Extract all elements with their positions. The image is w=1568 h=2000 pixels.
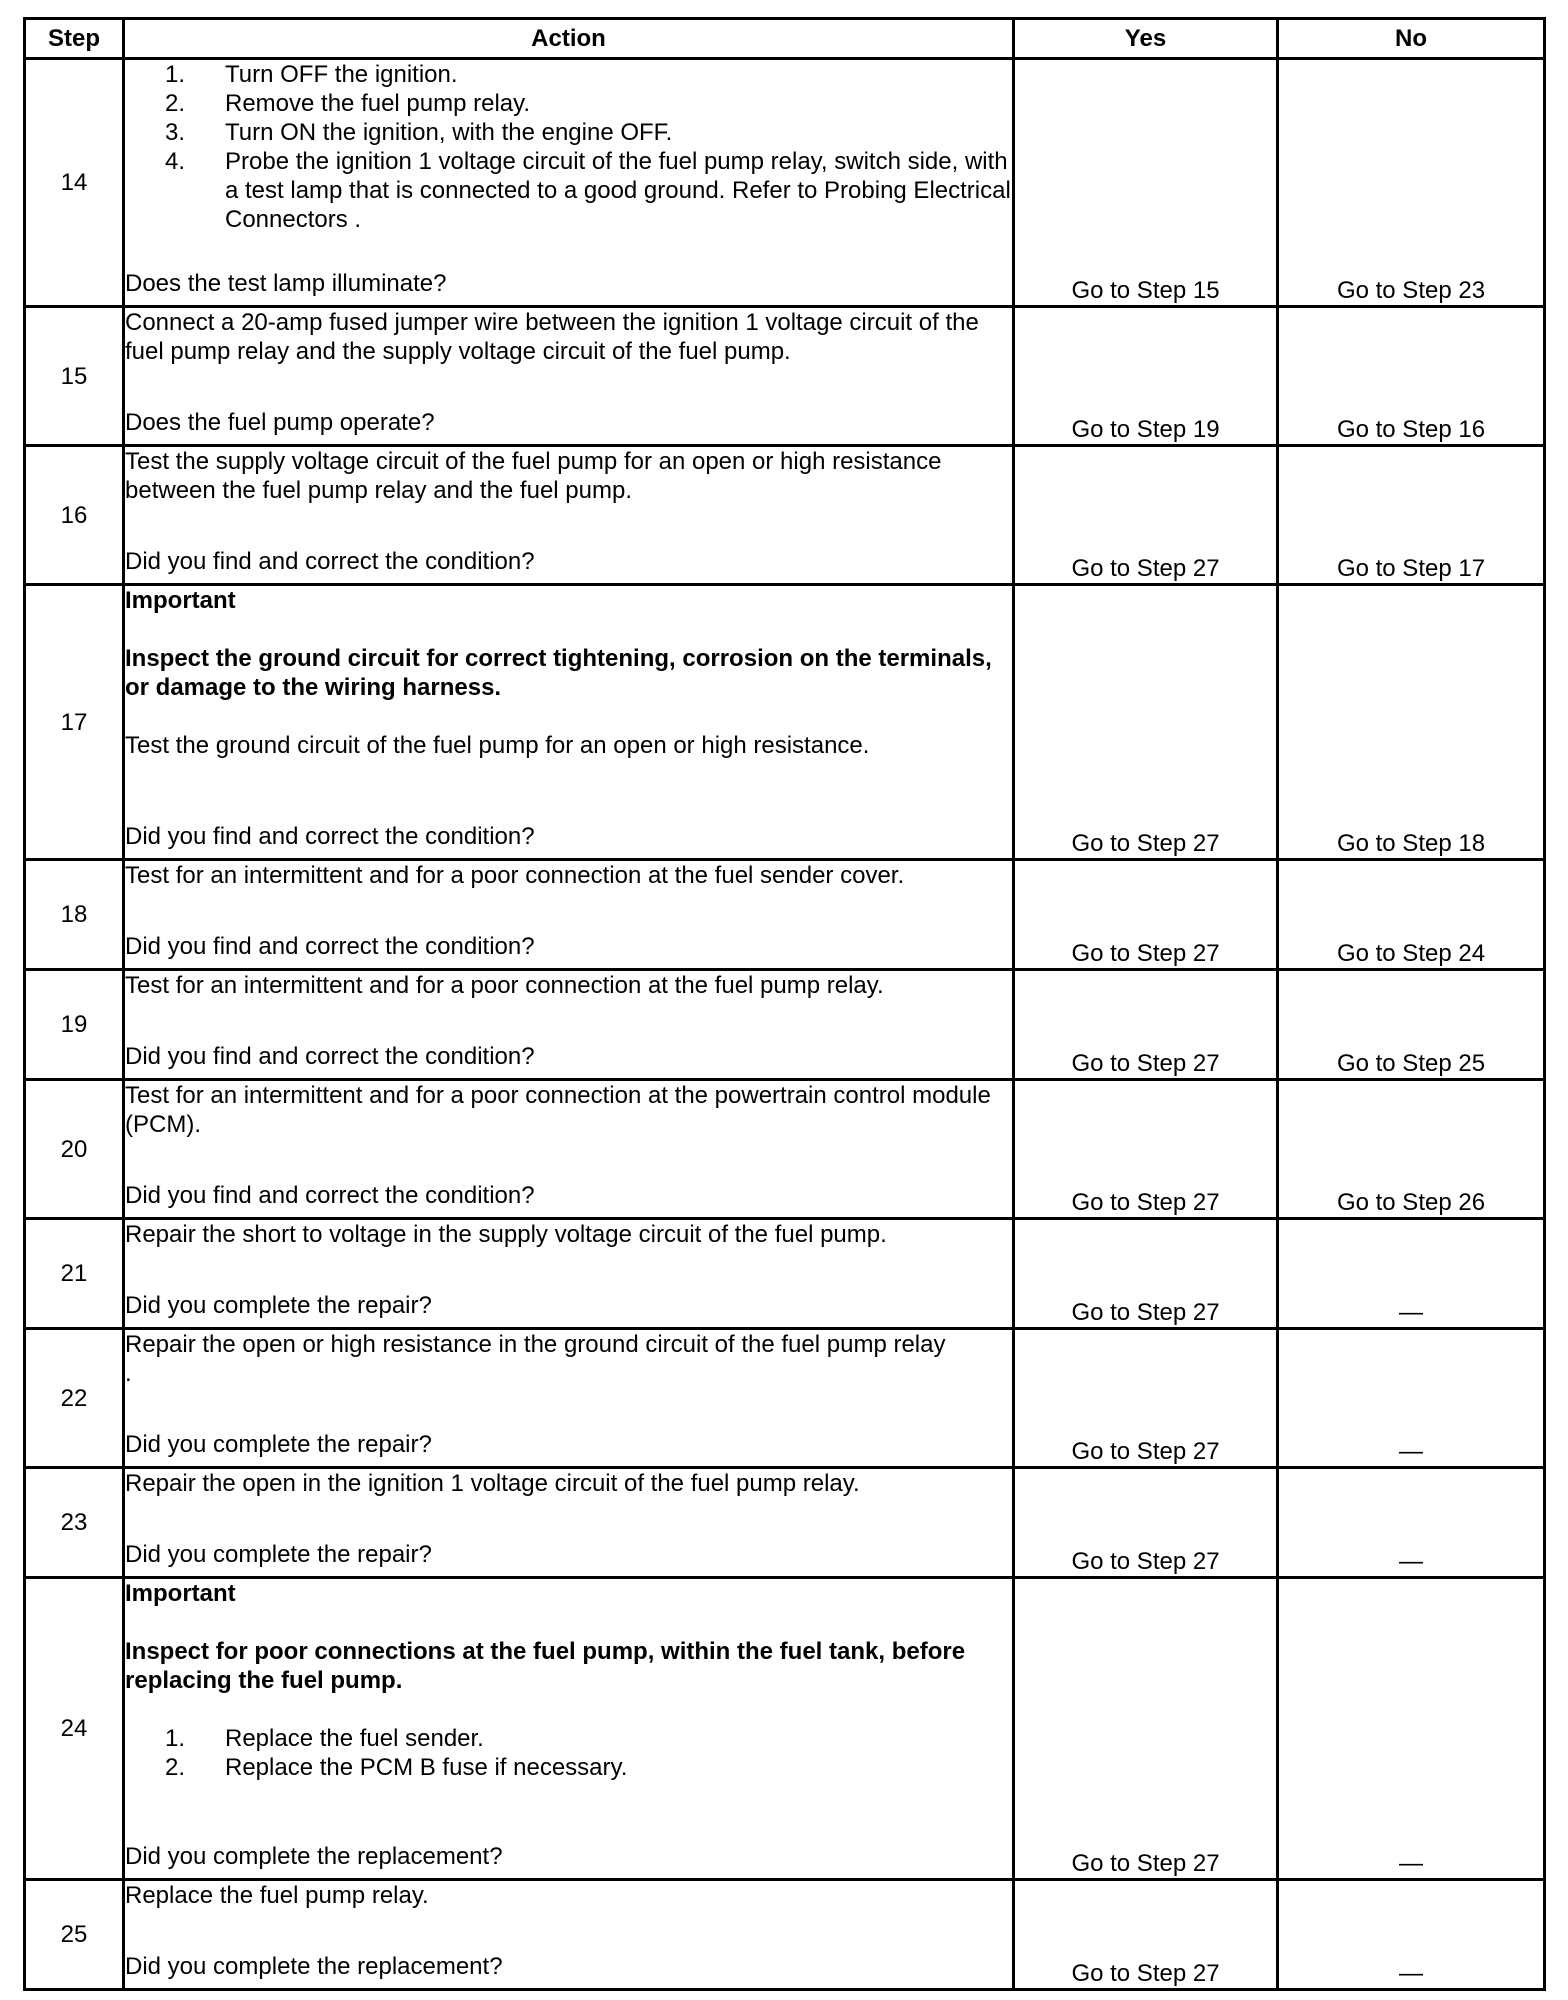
table-row xyxy=(25,307,1545,446)
no-result: Go to Step 18 xyxy=(1278,585,1545,860)
list-text: Turn ON the ignition, with the engine OFF. xyxy=(225,119,673,146)
diagnostic-steps-table xyxy=(23,17,1546,1991)
action-cell xyxy=(124,1080,1014,1219)
important-heading: Important xyxy=(125,1580,236,1607)
header-row xyxy=(25,19,1545,59)
action-question: Does the fuel pump operate? xyxy=(125,409,435,436)
no-result: — xyxy=(1278,1578,1545,1880)
yes-result: Go to Step 15 xyxy=(1014,59,1278,307)
step-number: 14 xyxy=(25,59,124,307)
step-number: 24 xyxy=(25,1578,124,1880)
action-cell xyxy=(124,860,1014,970)
list-item xyxy=(165,60,1012,89)
list-item xyxy=(165,89,1012,118)
action-list xyxy=(125,60,1012,234)
no-result: — xyxy=(1278,1880,1545,1990)
step-number: 16 xyxy=(25,446,124,585)
action-cell xyxy=(124,1329,1014,1468)
yes-result: Go to Step 19 xyxy=(1014,307,1278,446)
action-question: Did you find and correct the condition? xyxy=(125,823,535,850)
action-question: Did you find and correct the condition? xyxy=(125,1182,535,1209)
action-cell xyxy=(124,446,1014,585)
no-result: Go to Step 24 xyxy=(1278,860,1545,970)
table-row xyxy=(25,970,1545,1080)
step-number: 17 xyxy=(25,585,124,860)
list-text: Turn OFF the ignition. xyxy=(225,61,458,88)
action-question: Did you complete the repair? xyxy=(125,1541,432,1568)
action-text-period: . xyxy=(125,1360,132,1387)
list-text: Replace the fuel sender. xyxy=(225,1725,484,1752)
diagnostic-document xyxy=(23,17,1543,1991)
list-text: Replace the PCM B fuse if necessary. xyxy=(225,1754,628,1781)
step-number: 20 xyxy=(25,1080,124,1219)
yes-result: Go to Step 27 xyxy=(1014,585,1278,860)
yes-result: Go to Step 27 xyxy=(1014,1468,1278,1578)
no-result: — xyxy=(1278,1468,1545,1578)
table-row xyxy=(25,1468,1545,1578)
yes-result: Go to Step 27 xyxy=(1014,1578,1278,1880)
action-text: Repair the short to voltage in the supply voltage circuit of the fuel pump. xyxy=(125,1221,887,1248)
list-number: 4. xyxy=(165,148,186,175)
list-number: 3. xyxy=(165,119,186,146)
action-question: Did you complete the repair? xyxy=(125,1431,432,1458)
action-text: Test for an intermittent and for a poor connection at the fuel pump relay. xyxy=(125,972,884,999)
table-row xyxy=(25,1578,1545,1880)
step-number: 15 xyxy=(25,307,124,446)
action-cell xyxy=(124,1578,1014,1880)
list-number: 2. xyxy=(165,1754,186,1781)
no-result: Go to Step 25 xyxy=(1278,970,1545,1080)
action-question: Did you complete the replacement? xyxy=(125,1953,503,1980)
step-number: 21 xyxy=(25,1219,124,1329)
action-question: Does the test lamp illuminate? xyxy=(125,270,447,297)
table-row xyxy=(25,59,1545,307)
action-question: Did you complete the repair? xyxy=(125,1292,432,1319)
list-item xyxy=(165,1724,1012,1753)
action-cell xyxy=(124,59,1014,307)
action-cell xyxy=(124,585,1014,860)
yes-result: Go to Step 27 xyxy=(1014,1880,1278,1990)
yes-result: Go to Step 27 xyxy=(1014,860,1278,970)
action-cell xyxy=(124,1219,1014,1329)
action-text: Test the ground circuit of the fuel pump for an open or high resistance. xyxy=(125,732,870,759)
list-text: Remove the fuel pump relay. xyxy=(225,90,531,117)
list-number: 1. xyxy=(165,1725,186,1752)
action-cell xyxy=(124,307,1014,446)
header-action: Action xyxy=(124,19,1014,59)
action-text: Test the supply voltage circuit of the fuel pump for an open or high resistance between the fuel pump relay and the fuel pump. xyxy=(125,448,942,504)
action-text: Repair the open in the ignition 1 voltage circuit of the fuel pump relay. xyxy=(125,1470,860,1497)
list-item xyxy=(165,147,1012,234)
no-result: — xyxy=(1278,1219,1545,1329)
no-result: Go to Step 23 xyxy=(1278,59,1545,307)
action-cell xyxy=(124,970,1014,1080)
yes-result: Go to Step 27 xyxy=(1014,1329,1278,1468)
step-number: 25 xyxy=(25,1880,124,1990)
no-result: Go to Step 17 xyxy=(1278,446,1545,585)
no-result: — xyxy=(1278,1329,1545,1468)
action-text: Replace the fuel pump relay. xyxy=(125,1882,429,1909)
no-result: Go to Step 16 xyxy=(1278,307,1545,446)
important-note: Inspect for poor connections at the fuel pump, within the fuel tank, before replacing the fuel pump. xyxy=(125,1638,966,1694)
header-yes: Yes xyxy=(1014,19,1278,59)
action-question: Did you find and correct the condition? xyxy=(125,1043,535,1070)
step-number: 19 xyxy=(25,970,124,1080)
table-row xyxy=(25,1080,1545,1219)
table-row xyxy=(25,585,1545,860)
action-text: Test for an intermittent and for a poor connection at the powertrain control module (PCM). xyxy=(125,1082,991,1138)
action-text: Test for an intermittent and for a poor connection at the fuel sender cover. xyxy=(125,862,905,889)
list-text: Probe the ignition 1 voltage circuit of the fuel pump relay, switch side, with a test lamp that is connected to a good ground. Refer to Probing Electrical Connectors . xyxy=(225,148,1011,233)
step-number: 22 xyxy=(25,1329,124,1468)
important-heading: Important xyxy=(125,587,236,614)
yes-result: Go to Step 27 xyxy=(1014,970,1278,1080)
action-cell xyxy=(124,1880,1014,1990)
table-row xyxy=(25,446,1545,585)
action-cell xyxy=(124,1468,1014,1578)
yes-result: Go to Step 27 xyxy=(1014,1219,1278,1329)
list-number: 1. xyxy=(165,61,186,88)
table-row xyxy=(25,1880,1545,1990)
important-note: Inspect the ground circuit for correct tightening, corrosion on the terminals, or damage to the wiring harness. xyxy=(125,645,992,701)
yes-result: Go to Step 27 xyxy=(1014,1080,1278,1219)
list-item xyxy=(165,118,1012,147)
table-row xyxy=(25,1329,1545,1468)
table-row xyxy=(25,860,1545,970)
action-list xyxy=(125,1724,1012,1782)
step-number: 23 xyxy=(25,1468,124,1578)
action-question: Did you find and correct the condition? xyxy=(125,933,535,960)
action-text: Repair the open or high resistance in the ground circuit of the fuel pump relay xyxy=(125,1331,946,1358)
yes-result: Go to Step 27 xyxy=(1014,446,1278,585)
header-step: Step xyxy=(25,19,124,59)
header-no: No xyxy=(1278,19,1545,59)
action-question: Did you complete the replacement? xyxy=(125,1843,503,1870)
list-number: 2. xyxy=(165,90,186,117)
table-row xyxy=(25,1219,1545,1329)
step-number: 18 xyxy=(25,860,124,970)
no-result: Go to Step 26 xyxy=(1278,1080,1545,1219)
action-text: Connect a 20-amp fused jumper wire between the ignition 1 voltage circuit of the fuel pump relay and the supply voltage circuit of the fuel pump. xyxy=(125,309,979,365)
action-question: Did you find and correct the condition? xyxy=(125,548,535,575)
list-item xyxy=(165,1753,1012,1782)
